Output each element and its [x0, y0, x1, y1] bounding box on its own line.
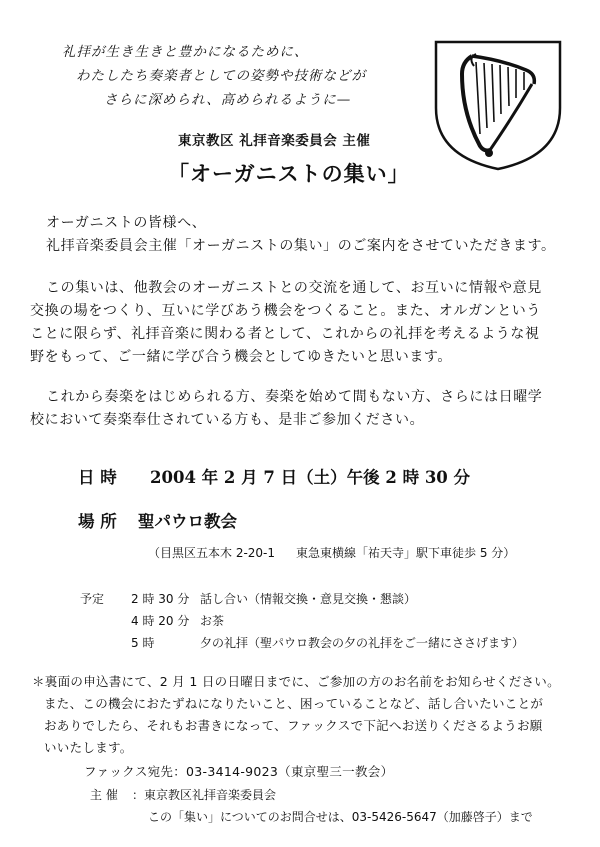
- schedule-desc-3: 夕の礼拝（聖パウロ教会の夕の礼拝をご一緒にささげます）: [200, 636, 525, 650]
- greeting-line-1: オーガニストの皆様へ、: [46, 215, 207, 231]
- sponsor-value: ：東京教区礼拝音楽委員会: [132, 788, 277, 802]
- motto-line-1: 礼拝が生き生きと豊かになるために、: [62, 44, 309, 60]
- datetime-value: 2004 年 2 月 7 日（土）午後 2 時 30 分: [150, 468, 471, 487]
- event-title: 「オーガニストの集い」: [168, 162, 410, 186]
- datetime-label: 日 時: [78, 468, 117, 487]
- fax-line: ファックス宛先：03-3414-9023（東京聖三一教会）: [84, 764, 394, 779]
- contact-line: この「集い」についてのお問合せは、03-5426-5647（加藤啓子）まで: [148, 810, 533, 824]
- motto-line-3: さらに深められ、高められるように—: [104, 92, 352, 108]
- place-label: 場 所: [78, 512, 117, 531]
- schedule-time-3: 5 時: [131, 636, 155, 650]
- place-value: 聖パウロ教会: [138, 512, 237, 531]
- schedule-desc-1: 話し合い（情報交換・意見交換・懇談）: [200, 592, 417, 606]
- motto-line-2: わたしたち奏楽者としての姿勢や技術などが: [76, 68, 366, 84]
- paragraph2-line-1: これから奏楽をはじめられる方、奏楽を始めて間もない方、さらには日曜学: [46, 389, 543, 405]
- paragraph1-line-4: 野をもって、ご一緒に学び合う機会としてゆきたいと思います。: [30, 349, 452, 365]
- harp-shield-icon: [432, 38, 564, 173]
- note-line-3: おありでしたら、それもお書きになって、ファックスで下記へお送りくださるようお願: [44, 718, 543, 733]
- note-line-4: いいたします。: [44, 740, 133, 755]
- sponsor-label: 主 催: [90, 788, 118, 802]
- paragraph1-line-2: 交換の場をつくり、互いに学びあう機会をつくること。また、オルガンという: [30, 303, 541, 319]
- schedule-time-2: 4 時 20 分: [131, 614, 190, 628]
- place-address: （目黒区五本木 2-20-1: [148, 546, 276, 560]
- note-line-2: また、この機会におたずねになりたいこと、困っていることなど、話し合いたいことが: [44, 696, 544, 711]
- paragraph1-line-1: この集いは、他教会のオーガニストとの交流を通して、お互いに情報や意見: [46, 280, 542, 296]
- schedule-time-1: 2 時 30 分: [131, 592, 190, 606]
- place-access: 東急東横線「祐天寺」駅下車徒歩 5 分）: [296, 546, 516, 560]
- schedule-label: 予定: [80, 592, 105, 606]
- paragraph2-line-2: 校において奏楽奉仕されている方も、是非ご参加ください。: [30, 412, 425, 428]
- paragraph1-line-3: ことに限らず、礼拝音楽に関わる者として、これからの礼拝を考えるような視: [30, 326, 540, 342]
- note-line-1: ＊裏面の申込書にて、2 月 1 日の日曜日までに、ご参加の方のお名前をお知らせください。: [32, 674, 560, 689]
- schedule-desc-2: お茶: [200, 614, 225, 628]
- organizer-line: 東京教区 礼拝音楽委員会 主催: [178, 133, 371, 149]
- greeting-line-2: 礼拝音楽委員会主催「オーガニストの集い」のご案内をさせていただきます。: [46, 238, 556, 254]
